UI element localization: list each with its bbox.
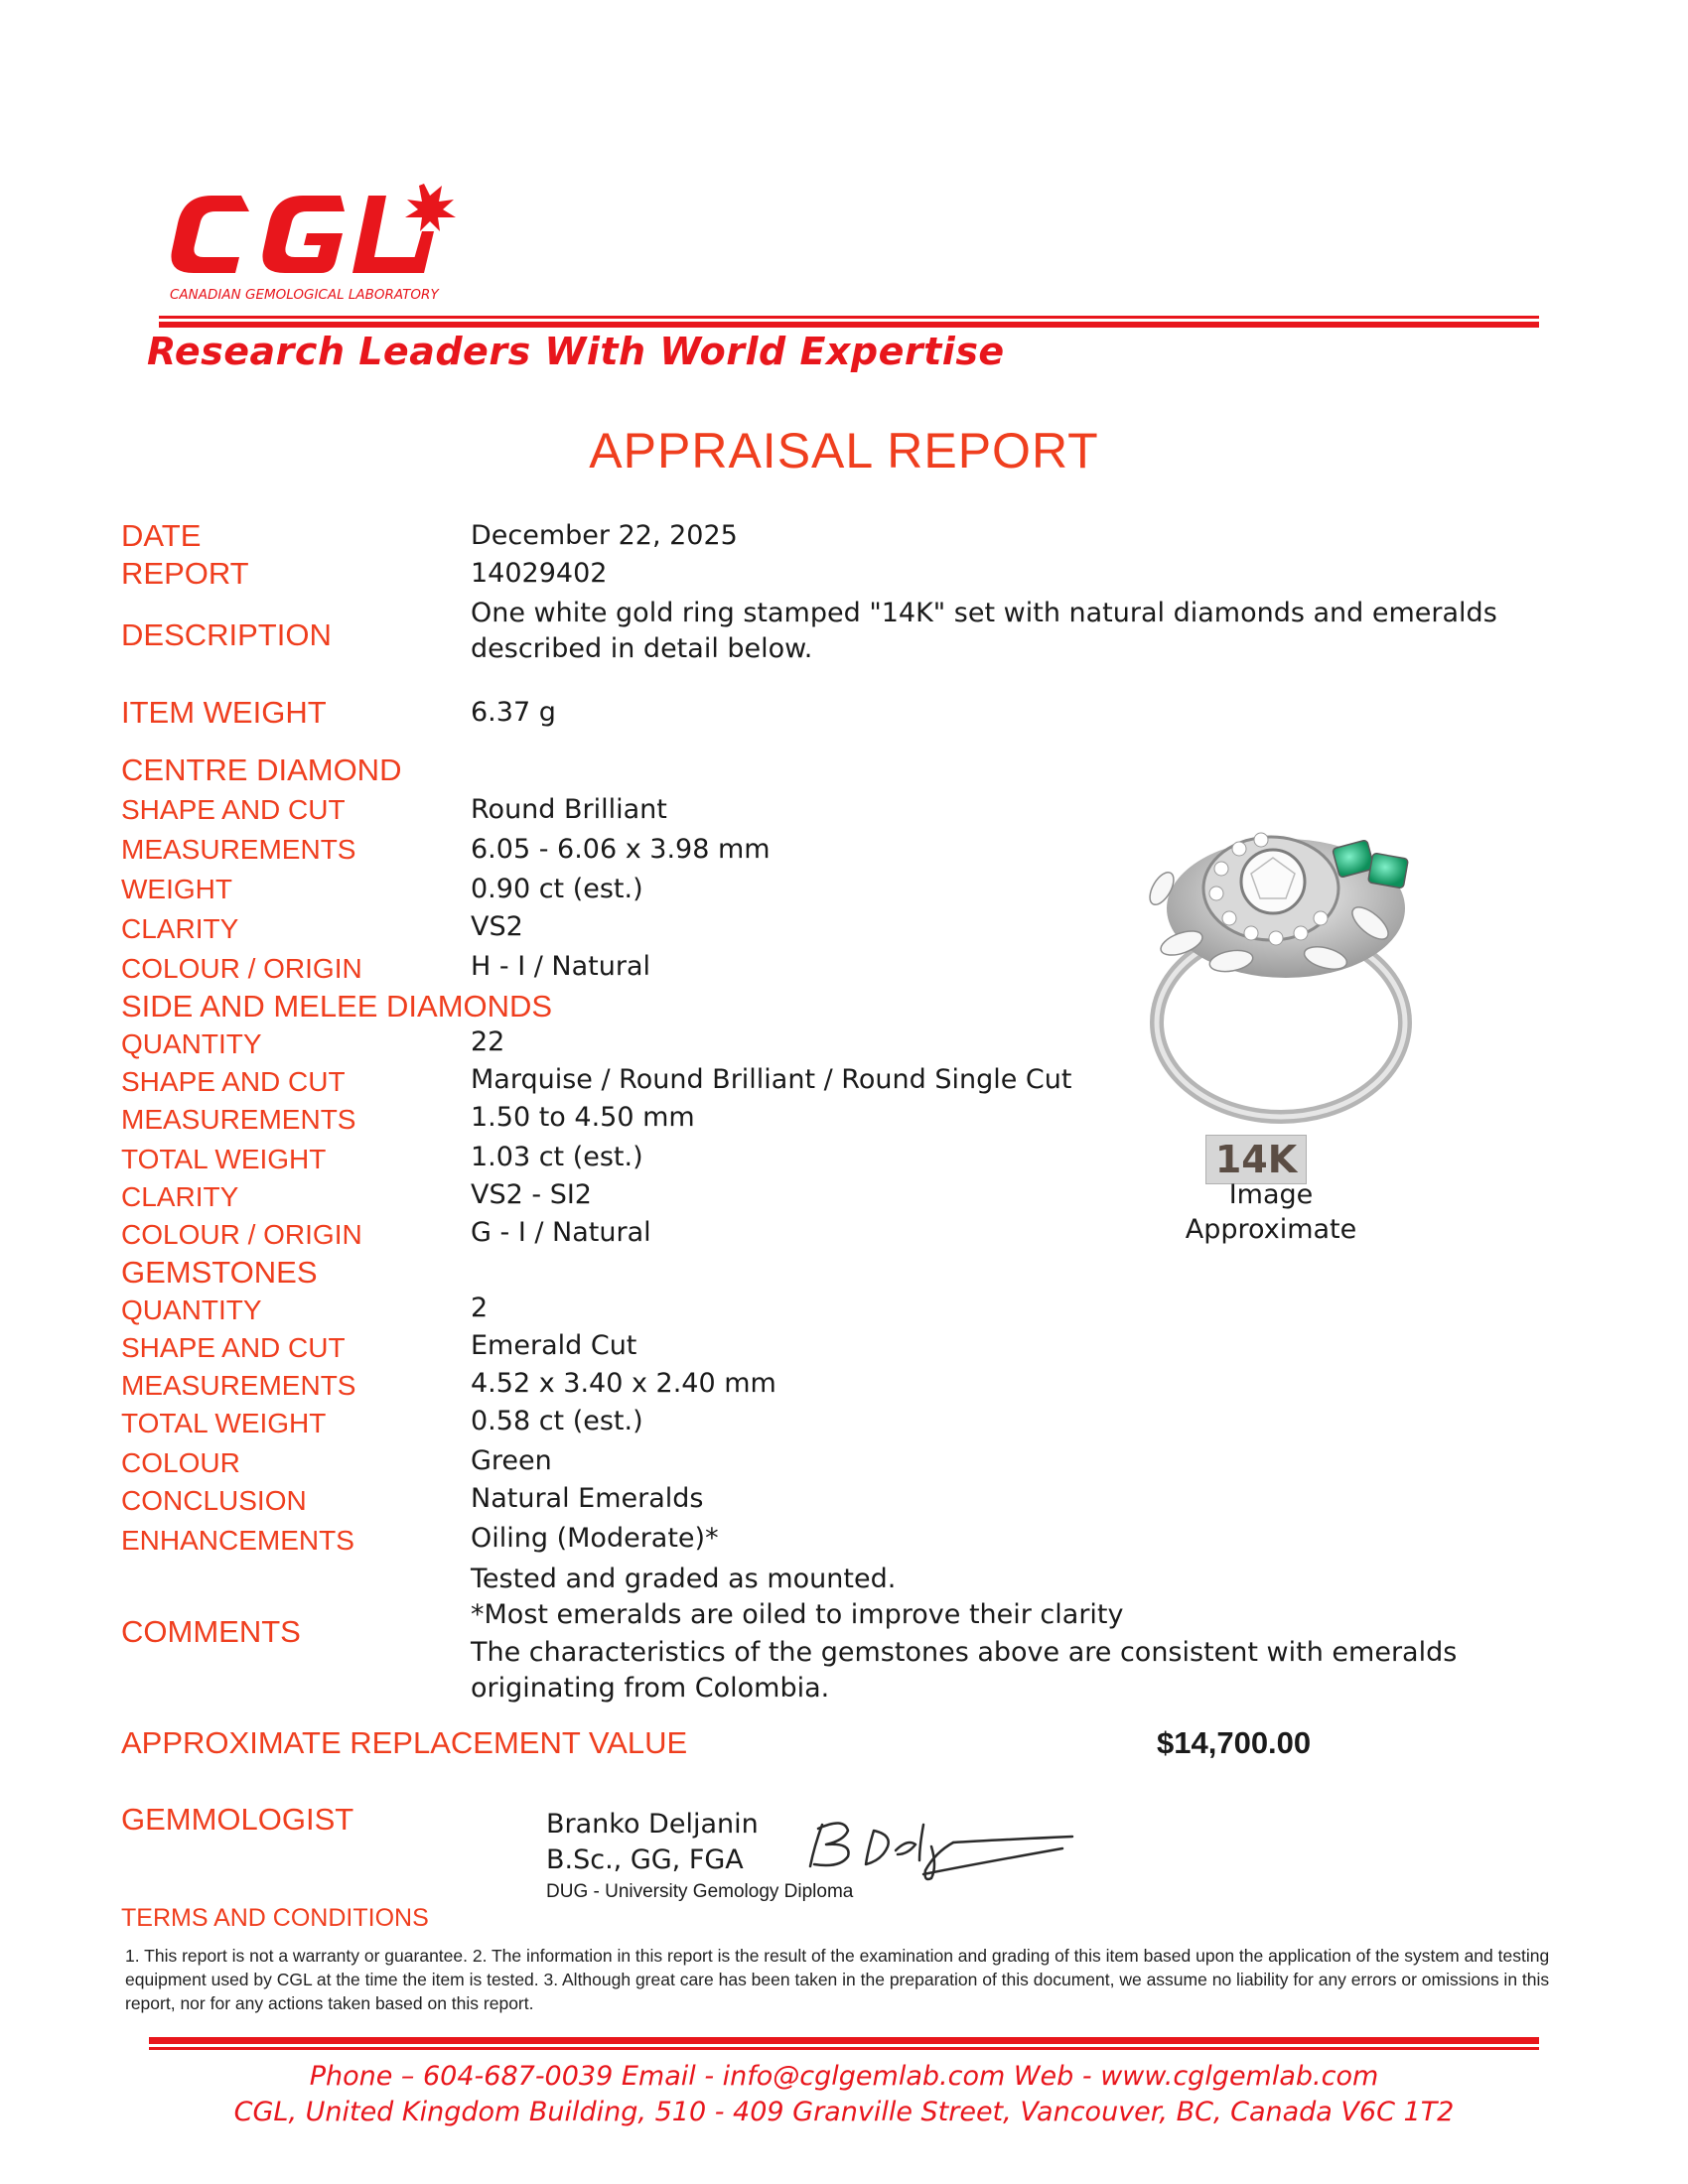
signature xyxy=(804,1807,1082,1886)
gemmologist-credentials: B.Sc., GG, FGA xyxy=(546,1844,744,1875)
header-rule xyxy=(159,316,1539,328)
logo-subtitle: CANADIAN GEMOLOGICAL LABORATORY xyxy=(170,287,439,303)
cd-colour-value: H - I / Natural xyxy=(471,951,651,982)
sd-meas-value: 1.50 to 4.50 mm xyxy=(471,1102,695,1133)
gs-tw-value: 0.58 ct (est.) xyxy=(471,1406,643,1436)
cd-weight-value: 0.90 ct (est.) xyxy=(471,874,643,904)
sd-clarity-value: VS2 - SI2 xyxy=(471,1179,592,1210)
item-weight-label: ITEM WEIGHT xyxy=(121,695,327,730)
cd-weight-label: WEIGHT xyxy=(121,874,232,904)
sd-qty-value: 22 xyxy=(471,1026,505,1057)
comments-label: COMMENTS xyxy=(121,1614,301,1649)
sd-tw-label: TOTAL WEIGHT xyxy=(121,1144,327,1174)
sd-tw-value: 1.03 ct (est.) xyxy=(471,1142,643,1172)
gemmologist-name: Branko Deljanin xyxy=(546,1809,759,1840)
gs-shape-label: SHAPE AND CUT xyxy=(121,1332,346,1363)
comments-line-2: *Most emeralds are oiled to improve their clarity xyxy=(471,1599,1124,1630)
image-caption-line-1: Image xyxy=(1228,1179,1314,1210)
centre-diamond-heading: CENTRE DIAMOND xyxy=(121,752,402,787)
date-label: DATE xyxy=(121,518,202,553)
cd-clarity-value: VS2 xyxy=(471,911,523,942)
sd-meas-label: MEASUREMENTS xyxy=(121,1104,356,1135)
gs-enh-value: Oiling (Moderate)* xyxy=(471,1523,719,1554)
gs-qty-label: QUANTITY xyxy=(121,1295,262,1325)
cd-shape-label: SHAPE AND CUT xyxy=(121,794,346,825)
description-value: One white gold ring stamped "14K" set with natural diamonds and emeralds described in detail below. xyxy=(471,598,1497,664)
replacement-value: $14,700.00 xyxy=(1157,1725,1312,1760)
item-weight-value: 6.37 g xyxy=(471,697,556,728)
gs-qty-value: 2 xyxy=(471,1293,489,1323)
image-caption-line-2: Approximate xyxy=(1185,1214,1357,1245)
gemstones-heading: GEMSTONES xyxy=(121,1255,318,1290)
gs-meas-value: 4.52 x 3.40 x 2.40 mm xyxy=(471,1368,776,1399)
side-diamonds-heading: SIDE AND MELEE DIAMONDS xyxy=(121,989,553,1024)
page-title: APPRAISAL REPORT xyxy=(589,423,1099,478)
footer-rule xyxy=(149,2037,1539,2051)
sd-clarity-label: CLARITY xyxy=(121,1181,239,1212)
date-value: December 22, 2025 xyxy=(471,520,738,551)
report-value: 14029402 xyxy=(471,558,608,589)
sd-shape-value: Marquise / Round Brilliant / Round Single Cut xyxy=(471,1064,1072,1095)
terms-title: TERMS AND CONDITIONS xyxy=(121,1904,429,1932)
sd-qty-label: QUANTITY xyxy=(121,1028,262,1059)
cd-meas-label: MEASUREMENTS xyxy=(121,834,356,865)
image-caption xyxy=(1142,1177,1400,1247)
gs-conclusion-value: Natural Emeralds xyxy=(471,1483,704,1514)
sd-colour-label: COLOUR / ORIGIN xyxy=(121,1219,362,1250)
gemmologist-diploma: DUG - University Gemology Diploma xyxy=(546,1881,854,1902)
description-label: DESCRIPTION xyxy=(121,617,332,652)
footer-address: CGL, United Kingdom Building, 510 - 409 Granville Street, Vancouver, BC, Canada V6C 1T2 xyxy=(233,2097,1455,2127)
cd-colour-label: COLOUR / ORIGIN xyxy=(121,953,362,984)
footer-contact: Phone – 604-687-0039 Email - info@cglgemlab.com Web - www.cglgemlab.com xyxy=(309,2061,1379,2092)
gs-enh-label: ENHANCEMENTS xyxy=(121,1525,354,1556)
gs-meas-label: MEASUREMENTS xyxy=(121,1370,356,1401)
comments-line-3: The characteristics of the gemstones above are consistent with emeralds originating from Colombia. xyxy=(471,1637,1458,1704)
gs-colour-value: Green xyxy=(471,1445,552,1476)
sd-shape-label: SHAPE AND CUT xyxy=(121,1066,346,1097)
tagline: Research Leaders With World Expertise xyxy=(147,330,1005,373)
cgl-logo xyxy=(164,174,561,313)
replacement-label: APPROXIMATE REPLACEMENT VALUE xyxy=(121,1725,688,1760)
gs-colour-label: COLOUR xyxy=(121,1447,240,1478)
svg-text:14K: 14K xyxy=(1214,1138,1298,1181)
cd-shape-value: Round Brilliant xyxy=(471,794,667,825)
sd-colour-value: G - I / Natural xyxy=(471,1217,651,1248)
gemmologist-label: GEMMOLOGIST xyxy=(121,1802,354,1837)
gs-tw-label: TOTAL WEIGHT xyxy=(121,1408,327,1438)
terms-text: 1. This report is not a warranty or guarantee. 2. The information in this report is the result of the examination and grading of this item based upon the application of the system and testing equipment used by CGL at the time the item is tested. 3. Although great care has been taken in the preparation of this document, we assume no liability for any errors or omissions in this report, nor for any actions taken based on this report. xyxy=(125,1946,1550,2013)
cd-meas-value: 6.05 - 6.06 x 3.98 mm xyxy=(471,834,771,865)
ring-image xyxy=(1122,794,1440,1132)
gs-shape-value: Emerald Cut xyxy=(471,1330,637,1361)
report-label: REPORT xyxy=(121,556,249,591)
cd-clarity-label: CLARITY xyxy=(121,913,239,944)
comments-line-1: Tested and graded as mounted. xyxy=(471,1564,897,1594)
gs-conclusion-label: CONCLUSION xyxy=(121,1485,307,1516)
